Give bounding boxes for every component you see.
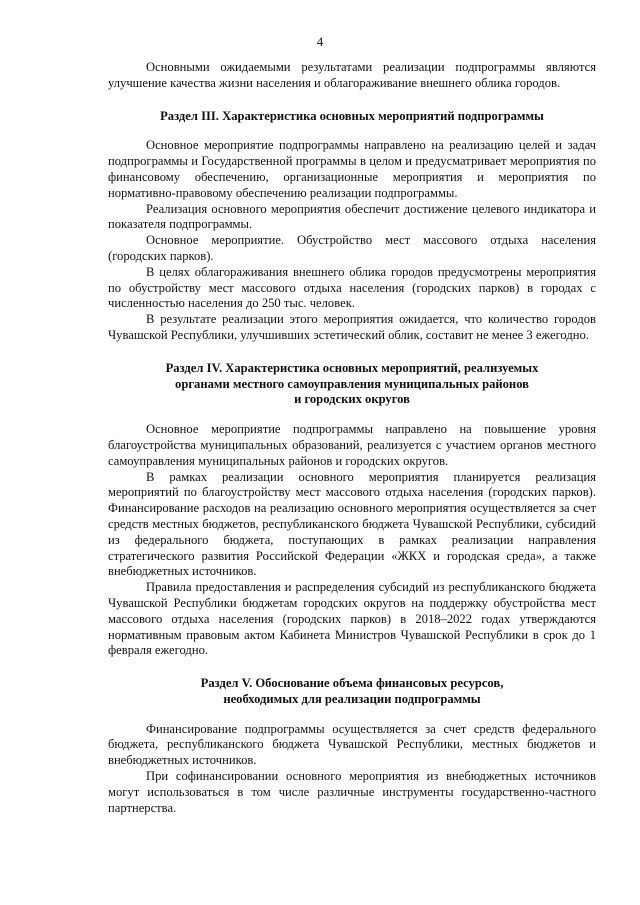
section-4-paragraph: Основное мероприятие подпрограммы направлено на повышение уровня благоустройства муниципальных образований, реализуется с участием органов местного самоуправления муниципальных районов и городских округов. <box>108 422 596 468</box>
section-3-paragraph: В целях облагораживания внешнего облика городов предусмотрены мероприятия по обустройству мест массового отдыха населения (городских парков) в городах с численностью населения до 250 тыс. человек. <box>108 264 596 311</box>
section-5-paragraph: Финансирование подпрограммы осуществляется за счет средств федерального бюджета, республиканского бюджета Чувашской Республики, местных бюджетов и внебюджетных источников. <box>108 721 596 768</box>
section-4-heading-line-3: и городских округов <box>294 392 410 407</box>
page-number: 4 <box>316 34 324 49</box>
section-5-heading-line-1: Раздел V. Обоснование объема финансовых ресурсов, <box>200 676 504 691</box>
section-3-paragraph: Основное мероприятие. Обустройство мест массового отдыха населения (городских парков). <box>108 233 596 263</box>
section-5-heading-line-2: необходимых для реализации подпрограммы <box>223 691 481 706</box>
section-3-paragraph: Основное мероприятие подпрограммы направлено на реализацию целей и задач подпрограммы и Государственной программы в целом и предусматривает мероприятия по финансовому обеспечению, организационные мероприятия и мероприятия по нормативно-правовому обеспечению реализации подпрограммы. <box>108 138 596 200</box>
section-3-paragraph: Реализация основного мероприятия обеспечит достижение целевого индикатора и показателя подпрограммы. <box>108 201 596 232</box>
section-5-paragraph: При софинансировании основного мероприятия из внебюджетных источников могут использоваться в том числе различные инструменты государственно-частного партнерства. <box>108 769 596 815</box>
intro-paragraph: Основными ожидаемыми результатами реализации подпрограммы являются улучшение качества жизни населения и облагораживание внешнего облика городов. <box>108 60 596 90</box>
section-3-paragraph: В результате реализации этого мероприятия ожидается, что количество городов Чувашской Республики, улучшивших эстетический облик, составит не менее 3 ежегодно. <box>108 312 596 342</box>
page-content <box>108 60 596 816</box>
section-4-paragraph: Правила предоставления и распределения субсидий из республиканского бюджета Чувашской Республики бюджетам городских округов на поддержку обустройства мест массового отдыха населения (городских парков) в 2018–2022 годах утверждаются нормативным правовым актом Кабинета Министров Чувашской Республики в срок до 1 февраля ежегодно. <box>108 580 596 658</box>
section-4-paragraph: В рамках реализации основного мероприятия планируется реализация мероприятий по благоустройству мест массового отдыха населения (городских парков). Финансирование расходов на реализацию основного мероприятия осуществляется за счет средств местных бюджетов, республиканского бюджета Чувашской Республики, субсидий из федерального бюджета, поступающих в рамках реализации направления стратегического развития Российской Федерации «ЖКХ и городская среда», а также внебюджетных источников. <box>108 469 596 579</box>
section-4-heading-line-1: Раздел IV. Характеристика основных мероприятий, реализуемых <box>165 360 539 375</box>
section-3-heading: Раздел III. Характеристика основных мероприятий подпрограммы <box>160 108 544 123</box>
section-4-heading-line-2: органами местного самоуправления муниципальных районов <box>175 376 529 391</box>
